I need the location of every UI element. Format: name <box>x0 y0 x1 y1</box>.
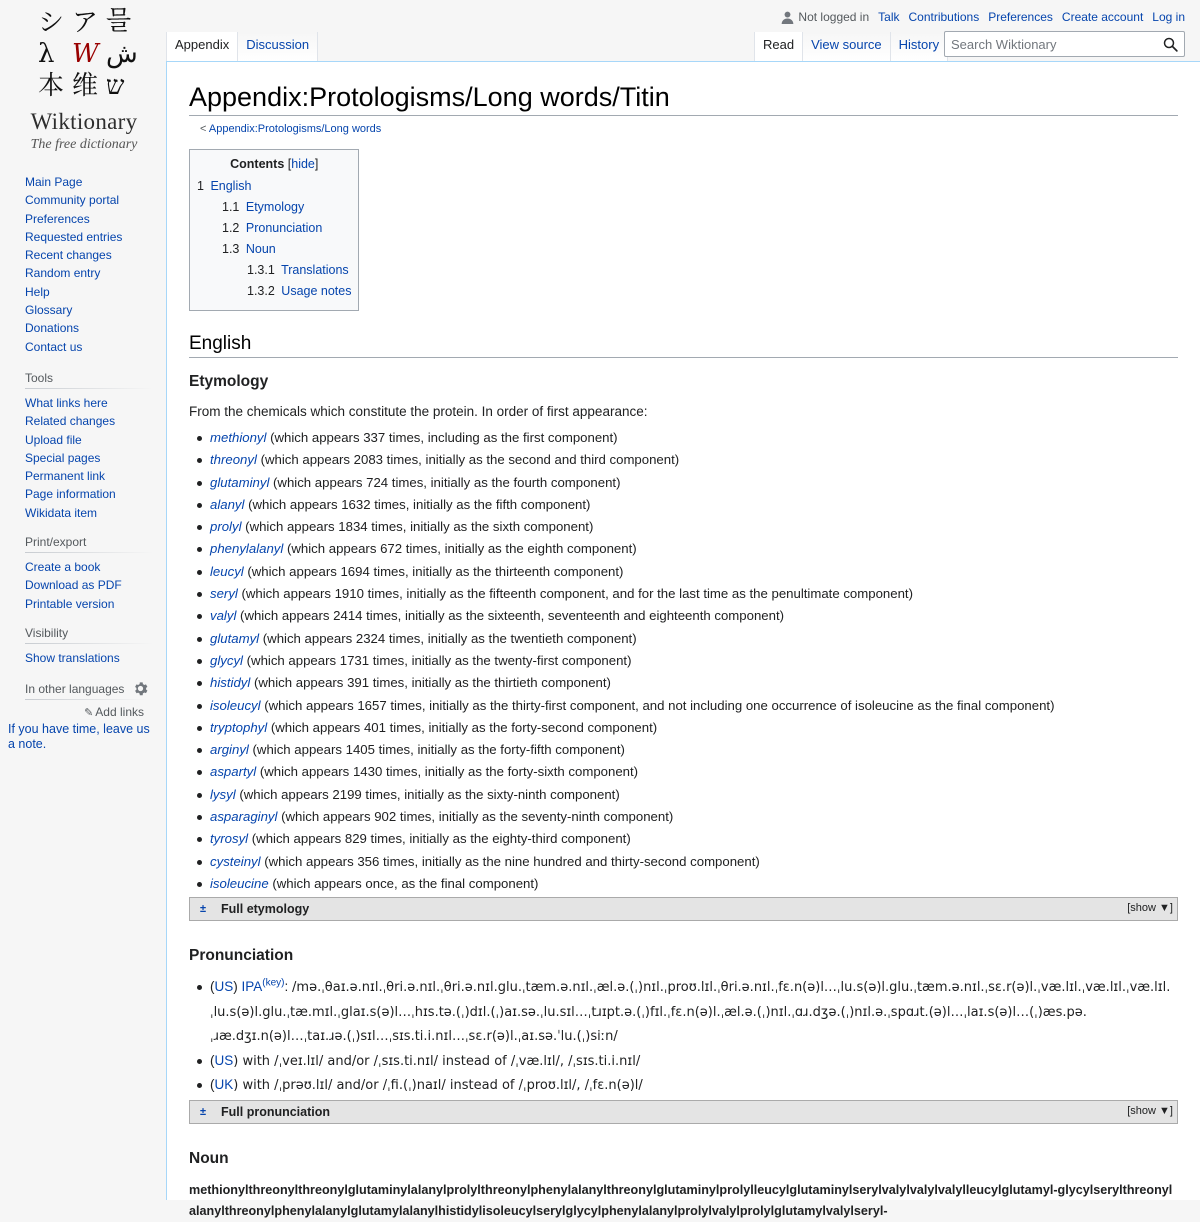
component-description: (which appears 337 times, including as the first component) <box>266 430 618 445</box>
component-description: (which appears 1694 times, initially as the thirteenth component) <box>243 563 624 579</box>
list-item <box>210 828 1178 850</box>
component-description: (which appears 1632 times, initially as the fifth component) <box>244 496 591 512</box>
list-item <box>25 264 153 282</box>
component-word: methionyl <box>210 430 267 445</box>
logo-glyph: ア <box>72 8 99 38</box>
component-description: (which appears 1657 times, initially as the thirty-first component, and not including one occurrence of isoleucine as the final component) <box>260 697 1055 713</box>
show-toggle[interactable]: [show ▼] <box>1127 902 1173 915</box>
plusminus-icon[interactable]: ± <box>200 1105 207 1118</box>
logo-glyph: 本 <box>38 71 65 101</box>
sidebar-tools-link[interactable]: Wikidata item <box>25 505 98 520</box>
toc-item[interactable] <box>197 260 351 281</box>
component-description: (which appears 2324 times, initially as the twentieth component) <box>259 630 637 646</box>
toc-item[interactable] <box>197 281 351 302</box>
list-item <box>25 576 153 594</box>
logo-glyph: ش <box>106 39 138 69</box>
toc-link[interactable]: Usage notes <box>281 284 352 298</box>
search-input[interactable] <box>945 32 1155 56</box>
navigation-portal <box>25 173 153 356</box>
list-item <box>25 412 153 430</box>
component-word: tyrosyl <box>210 831 249 847</box>
full-pronunciation-title: Full pronunciation <box>221 1104 331 1119</box>
not-logged-in-label: Not logged in <box>798 10 870 24</box>
logo-glyph: λ <box>38 39 55 69</box>
etymology-heading: Etymology <box>189 373 269 390</box>
list-item <box>210 516 1178 538</box>
component-description: (which appears 1834 times, initially as the sixth component) <box>241 519 594 535</box>
components-list <box>189 427 1178 895</box>
list-item <box>210 806 1178 828</box>
list-item <box>210 717 1178 739</box>
component-description: (which appears 401 times, initially as the forty-second component) <box>267 719 658 735</box>
sidebar-tools-link[interactable]: Related changes <box>25 414 116 429</box>
component-word: isoleucine <box>210 875 269 891</box>
sidebar-nav-link[interactable]: Help <box>25 284 50 299</box>
logo-glyph: 维 <box>72 71 99 101</box>
sidebar-nav-link[interactable]: Donations <box>25 321 80 336</box>
breadcrumb-prefix: < <box>200 123 209 135</box>
component-word: glutamyl <box>210 630 260 646</box>
toc-title <box>197 157 351 171</box>
component-description: (which appears 829 times, initially as the eighty-third component) <box>248 831 631 847</box>
component-link[interactable] <box>210 675 250 690</box>
sidebar-tools-link[interactable]: Permanent link <box>25 469 106 484</box>
sidebar-visibility-link-list <box>25 649 153 667</box>
component-link[interactable] <box>210 452 257 467</box>
list-item <box>210 975 1178 1049</box>
pronunciation-list <box>189 975 1178 1098</box>
list-item <box>210 427 1178 449</box>
list-item <box>210 1049 1178 1074</box>
full-pronunciation-box[interactable] <box>189 1100 1178 1124</box>
languages-heading <box>25 681 148 700</box>
component-word: glutaminyl <box>210 474 270 490</box>
list-item <box>210 583 1178 605</box>
component-description: (which appears 672 times, initially as the eighth component) <box>283 541 637 557</box>
tab-history[interactable]: History <box>891 32 948 61</box>
tools-portal <box>25 371 153 522</box>
toc-hide-bracket <box>288 157 319 171</box>
sidebar-tools-link[interactable]: Page information <box>25 487 116 502</box>
logo-tagline: The free dictionary <box>30 137 138 152</box>
list-item <box>210 494 1178 516</box>
search-box <box>944 31 1185 57</box>
component-word: threonyl <box>210 452 257 468</box>
list-item <box>25 595 153 613</box>
tab-appendix[interactable]: Appendix <box>166 32 238 61</box>
tools-heading: Tools <box>25 371 153 389</box>
languages-portal <box>25 681 153 719</box>
component-description: (which appears 2199 times, initially as the sixty-ninth component) <box>235 786 620 802</box>
ipa-transcription: /mə.ˌθaɪ.ə.nɪl.ˌθri.ə.nɪl.ˌθri.ə.nɪl.glu.ˌtæm.ə.nɪl.ˌæl.ə.(ˌ)nɪl.ˌproʊ.lɪl.ˌθri.ə.nɪl.ˌfɛ.n(ə)l…ˌlu.s(ə)l.glu.ˌtæm.ə.nɪl.ˌsɛ.r(ə)l.ˌvæ.lɪl.ˌvæ.lɪl.ˌvæ.lɪl.ˌlu.s(ə)l.glu.ˌtæ.mɪl.ˌglaɪ.s(ə)l…ˌhɪs.tə.(ˌ)dɪl.(ˌ)aɪ.sə.ˌlu.sɪl…ˌtɹɪpt.ə.(ˌ)fɪl.ˌfɛ.n(ə)l.ˌæl.ə.(ˌ)nɪl.ˌɑɹ.dʒə.(ˌ)nɪl.ə.ˌspɑɹt.(ə)l…ˌlaɪ.s(ə)l…(ˌ)æs.pə.ˌɹæ.dʒɪ.n(ə)l…ˌtaɪ.ɹə.(ˌ)sɪl…ˌsɪs.ti.i.nɪl…ˌsɛ.r(ə)l.ˌaɪ.sə.ˈlu.(ˌ)siːn/ <box>210 980 1171 1045</box>
paren: ( <box>210 1077 215 1093</box>
component-description: (which appears 1405 times, initially as the forty-fifth component) <box>248 742 625 758</box>
list-item <box>25 246 153 264</box>
sidebar-tools-link[interactable]: What links here <box>25 396 108 410</box>
sidebar-print-link-list <box>25 558 153 613</box>
namespace-tabs <box>166 32 318 61</box>
component-link[interactable] <box>210 564 244 579</box>
toc-heading: Contents <box>230 157 285 171</box>
page-title: Appendix:Protologisms/Long words/Titin <box>189 81 1178 116</box>
wiktionary-logo[interactable] <box>24 6 144 151</box>
full-etymology-box[interactable] <box>189 897 1178 921</box>
toc-bracket-close: ] <box>314 157 319 171</box>
list-item <box>210 851 1178 873</box>
sidebar-visibility-link[interactable]: Show translations <box>25 651 120 665</box>
toc-link[interactable]: Translations <box>281 263 349 277</box>
list-item <box>25 319 153 337</box>
component-link[interactable] <box>210 698 261 713</box>
pencil-icon: ✎ <box>84 707 94 719</box>
component-description: (which appears 391 times, initially as the thirtieth component) <box>250 675 611 691</box>
paren: ) <box>233 979 242 995</box>
sidebar-print-link[interactable]: Create a book <box>25 560 101 574</box>
accent-link-us[interactable]: US <box>214 979 234 995</box>
contributions-link[interactable]: Contributions <box>908 10 980 24</box>
toc-number: 1.2 <box>222 221 240 235</box>
component-link[interactable] <box>210 809 277 824</box>
component-description: (which appears 1910 times, initially as the fifteenth component, and for the last time as the penultimate component) <box>237 586 913 602</box>
component-word: lysyl <box>210 786 236 802</box>
list-item <box>25 173 153 191</box>
list-item <box>210 472 1178 494</box>
list-item <box>25 449 153 467</box>
logo-glyph: シ <box>38 8 65 38</box>
component-description: (which appears once, as the final component) <box>268 875 539 891</box>
gear-icon[interactable] <box>133 681 148 696</box>
component-link[interactable] <box>210 742 249 757</box>
component-description: (which appears 1430 times, initially as the forty-sixth component) <box>256 764 639 780</box>
component-description: (which appears 902 times, initially as the seventy-ninth component) <box>277 809 674 825</box>
sidebar-nav-link[interactable]: Community portal <box>25 193 120 208</box>
sidebar-tools-link[interactable]: Upload file <box>25 432 82 447</box>
list-item <box>25 394 153 412</box>
component-link[interactable] <box>210 519 242 534</box>
component-word: isoleucyl <box>210 697 261 713</box>
list-item <box>25 191 153 209</box>
logo-glyph: ש <box>106 71 125 101</box>
sidebar-print-link[interactable]: Printable version <box>25 596 115 611</box>
list-item <box>210 739 1178 761</box>
component-word: cysteinyl <box>210 853 261 869</box>
list-item <box>25 431 153 449</box>
component-link[interactable] <box>210 586 238 601</box>
english-heading: English <box>189 331 1178 358</box>
component-link[interactable] <box>210 854 261 869</box>
list-item <box>210 672 1178 694</box>
show-toggle[interactable]: [show ▼] <box>1127 1104 1173 1117</box>
sidebar-nav-link[interactable]: Random entry <box>25 266 101 281</box>
component-link[interactable] <box>210 541 283 556</box>
sidebar-nav-link-list <box>25 173 153 356</box>
component-word: seryl <box>210 586 238 602</box>
component-word: arginyl <box>210 742 249 758</box>
list-item <box>210 628 1178 650</box>
toc-item[interactable] <box>197 176 351 197</box>
list-item <box>210 1073 1178 1098</box>
list-item <box>25 301 153 319</box>
accent-link-uk[interactable]: UK <box>214 1077 234 1093</box>
sidebar-nav-link[interactable]: Glossary <box>25 303 73 318</box>
search-icon[interactable] <box>1163 37 1178 52</box>
sidebar-tools-link[interactable]: Special pages <box>25 450 101 465</box>
component-link[interactable] <box>210 831 248 846</box>
visibility-portal <box>25 626 153 667</box>
list-item <box>210 650 1178 672</box>
list-item <box>210 695 1178 717</box>
component-link[interactable] <box>210 497 244 512</box>
component-link[interactable] <box>210 653 243 668</box>
toc-link[interactable]: Pronunciation <box>245 221 323 235</box>
pron-variant: ) with /ˌprəʊ.lɪl/ and/or /ˌfi.(ˌ)naɪl/ instead of /ˌproʊ.lɪl/, /ˌfɛ.n(ə)l/ <box>233 1078 643 1094</box>
component-word: valyl <box>210 608 237 624</box>
list-item <box>210 784 1178 806</box>
tab-read[interactable]: Read <box>754 32 803 61</box>
list-item <box>25 283 153 301</box>
print-heading: Print/export <box>25 535 153 553</box>
user-icon <box>781 11 794 24</box>
toc-item[interactable] <box>197 197 351 218</box>
toc-number: 1.3.1 <box>247 263 275 277</box>
list-item <box>25 649 153 667</box>
toc-hide-toggle[interactable]: hide <box>291 157 315 171</box>
sidebar-nav-link[interactable]: Requested entries <box>25 229 123 244</box>
accent-link-us[interactable]: US <box>214 1052 234 1068</box>
component-link[interactable] <box>210 787 236 802</box>
list-item <box>210 449 1178 471</box>
list-item <box>25 228 153 246</box>
component-link[interactable] <box>210 764 256 779</box>
component-word: histidyl <box>210 675 251 691</box>
list-item <box>210 761 1178 783</box>
toc-number: 1.1 <box>222 200 240 214</box>
component-word: phenylalanyl <box>210 541 284 557</box>
component-word: leucyl <box>210 563 244 579</box>
list-item <box>25 338 153 356</box>
sidebar-print-link[interactable]: Download as PDF <box>25 578 122 593</box>
personal-tools <box>772 10 1185 24</box>
pron-variant: ) with /ˌveɪ.lɪl/ and/or /ˌsɪs.ti.nɪl/ instead of /ˌvæ.lɪl/, /ˌsɪs.ti.i.nɪl/ <box>233 1053 641 1069</box>
component-description: (which appears 724 times, initially as the fourth component) <box>269 474 621 490</box>
toc-link[interactable]: Etymology <box>245 200 305 214</box>
pronunciation-heading: Pronunciation <box>189 947 294 965</box>
noun-heading: Noun <box>189 1149 229 1167</box>
etymology-intro: From the chemicals which constitute the protein. In order of first appearance: <box>189 404 648 419</box>
sidebar-nav-link[interactable]: Preferences <box>25 211 90 226</box>
sidebar-nav-link[interactable]: Main Page <box>25 175 83 189</box>
component-word: glycyl <box>210 652 243 668</box>
list-item <box>25 504 153 522</box>
list-item <box>25 558 153 576</box>
toc-link[interactable]: English <box>210 179 252 193</box>
toc-number: 1.3 <box>222 242 240 256</box>
component-link[interactable] <box>210 720 267 735</box>
component-link[interactable] <box>210 876 269 891</box>
preferences-link[interactable]: Preferences <box>988 10 1053 24</box>
breadcrumb <box>200 123 1178 135</box>
logo-glyphs <box>34 6 138 106</box>
component-word: asparaginyl <box>210 809 278 825</box>
add-links-label: Add links <box>95 705 144 719</box>
paren: ( <box>210 1052 215 1068</box>
sidebar-nav-link[interactable]: Contact us <box>25 339 83 354</box>
print-portal <box>25 535 153 613</box>
logo-wordmark: Wiktionary <box>30 109 138 134</box>
add-links-link[interactable] <box>25 705 144 719</box>
logo-glyph: 믈 <box>106 6 132 36</box>
languages-heading-label: In other languages <box>25 681 125 696</box>
toc-link[interactable]: Noun <box>245 242 276 256</box>
visibility-heading: Visibility <box>25 626 153 644</box>
component-description: (which appears 356 times, initially as the nine hundred and thirty-second component) <box>260 853 760 869</box>
breadcrumb-link[interactable]: Appendix:Protologisms/Long words <box>208 123 382 135</box>
full-etymology-title: Full etymology <box>221 902 310 917</box>
toc-item[interactable] <box>197 239 351 260</box>
list-item <box>210 873 1178 895</box>
component-word: aspartyl <box>210 764 257 780</box>
component-link[interactable] <box>210 430 266 445</box>
list-item <box>210 561 1178 583</box>
paren: ( <box>210 979 215 995</box>
ipa-key-link[interactable]: (key) <box>262 977 285 989</box>
headword: methionylthreonylthreonylglutaminylalanylprolylthreonylphenylalanylthreonylglutaminylprolylleucylglutaminylserylvalylvalylvalylleucylglutamyl-glycylserylthreonylalanylthreonylphenylalanylglutamylalanylhistidylisoleucylserylglycylphenylalanylprolylvalylprolylglutamylvalylseryl- <box>189 1182 1173 1218</box>
sidebar <box>0 0 166 1200</box>
plusminus-icon[interactable]: ± <box>200 903 207 916</box>
component-description: (which appears 2083 times, initially as the second and third component) <box>256 452 680 468</box>
tab-view-source[interactable]: View source <box>803 32 891 61</box>
toc-item[interactable] <box>197 218 351 239</box>
logo-glyph: W <box>72 39 99 69</box>
sidebar-tools-link-list <box>25 394 153 522</box>
toc-number: 1.3.2 <box>247 284 275 298</box>
component-description: (which appears 2414 times, initially as the sixteenth, seventeenth and eighteenth component) <box>236 608 785 624</box>
colon: : <box>284 979 293 995</box>
component-word: tryptophyl <box>210 719 268 735</box>
component-word: prolyl <box>210 519 242 535</box>
ipa-link[interactable]: IPA <box>241 979 263 995</box>
list-item <box>25 485 153 503</box>
toc-number: 1 <box>197 179 204 193</box>
view-tabs <box>754 32 948 61</box>
talk-link[interactable]: Talk <box>878 10 900 24</box>
tab-discussion[interactable]: Discussion <box>238 32 318 61</box>
list-item <box>210 605 1178 627</box>
list-item <box>25 210 153 228</box>
table-of-contents <box>189 149 359 311</box>
list-item <box>210 538 1178 560</box>
content-area <box>166 61 1200 1218</box>
toc-bracket-open: [ <box>287 157 292 171</box>
list-item <box>25 467 153 485</box>
create-account-link[interactable]: Create account <box>1061 10 1144 24</box>
component-word: alanyl <box>210 496 245 512</box>
component-link[interactable] <box>210 475 269 490</box>
log-in-link[interactable]: Log in <box>1152 10 1185 24</box>
sidebar-nav-link[interactable]: Recent changes <box>25 248 112 263</box>
component-link[interactable] <box>210 608 236 623</box>
component-link[interactable] <box>210 631 259 646</box>
component-description: (which appears 1731 times, initially as the twenty-first component) <box>242 652 632 668</box>
toc-list <box>197 176 351 302</box>
leave-note-link[interactable]: If you have time, leave us a note. <box>8 722 150 751</box>
